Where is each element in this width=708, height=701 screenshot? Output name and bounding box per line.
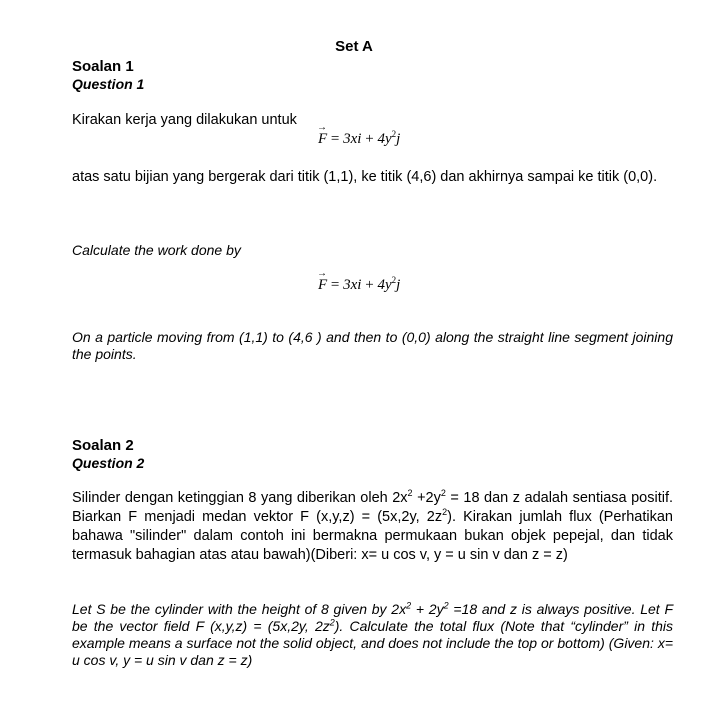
q2-heading-en: Question 2 xyxy=(72,455,145,471)
document-title: Set A xyxy=(335,38,373,55)
q1-heading-ms: Soalan 1 xyxy=(72,58,134,75)
q2-body-en: Let S be the cylinder with the height of 8 given by $2x^2 + 2y^2 =18$ and z is always positive. Let F be the vector field F (x,y,z) = (5x,2y, $2z^2$). Calculate the total flux (Note that “cylinder” in this example means a surface not the solid object, and does not include the top or bottom) (Given: x= u cos v, y = u sin v dan z = z) xyxy=(72,600,674,668)
q2-body-ms: Silinder dengan ketinggian 8 yang diberikan oleh $2x^2 +2y^2 = 18$ dan z adalah sentiasa positif. Biarkan F menjadi medan vektor F (x,y,z) = (5x,2y, $2z^2$). Kirakan jumlah flux (Perhatikan bahawa "silinder" dalam contoh ini bermakna permukaan bukan objek pepejal, dan tidak termasuk bahagian atas atau bawah)(Diberi: x= u cos v, y = u sin v dan z = z) xyxy=(72,488,673,563)
vector-f-symbol: → F xyxy=(318,131,327,148)
q1-heading-en: Question 1 xyxy=(72,76,145,92)
vector-f-symbol: → F xyxy=(318,277,327,294)
q1-intro-en: Calculate the work done by xyxy=(72,242,241,258)
q1-body-en: On a particle moving from (1,1) to (4,6 ) and then to (0,0) along the straight line segment joining the points. xyxy=(72,329,673,362)
q2-heading-ms: Soalan 2 xyxy=(72,437,134,454)
q1-intro-ms: Kirakan kerja yang dilakukan untuk xyxy=(72,112,297,128)
q1-equation-en: → $F = 3xi + 4y^2j$ xyxy=(318,277,400,294)
q1-equation-ms: → $F = 3xi + 4y^2j$ xyxy=(318,131,400,148)
q1-body-ms: atas satu bijian yang bergerak dari titik (1,1), ke titik (4,6) dan akhirnya sampai ke titik (0,0). xyxy=(72,169,658,185)
